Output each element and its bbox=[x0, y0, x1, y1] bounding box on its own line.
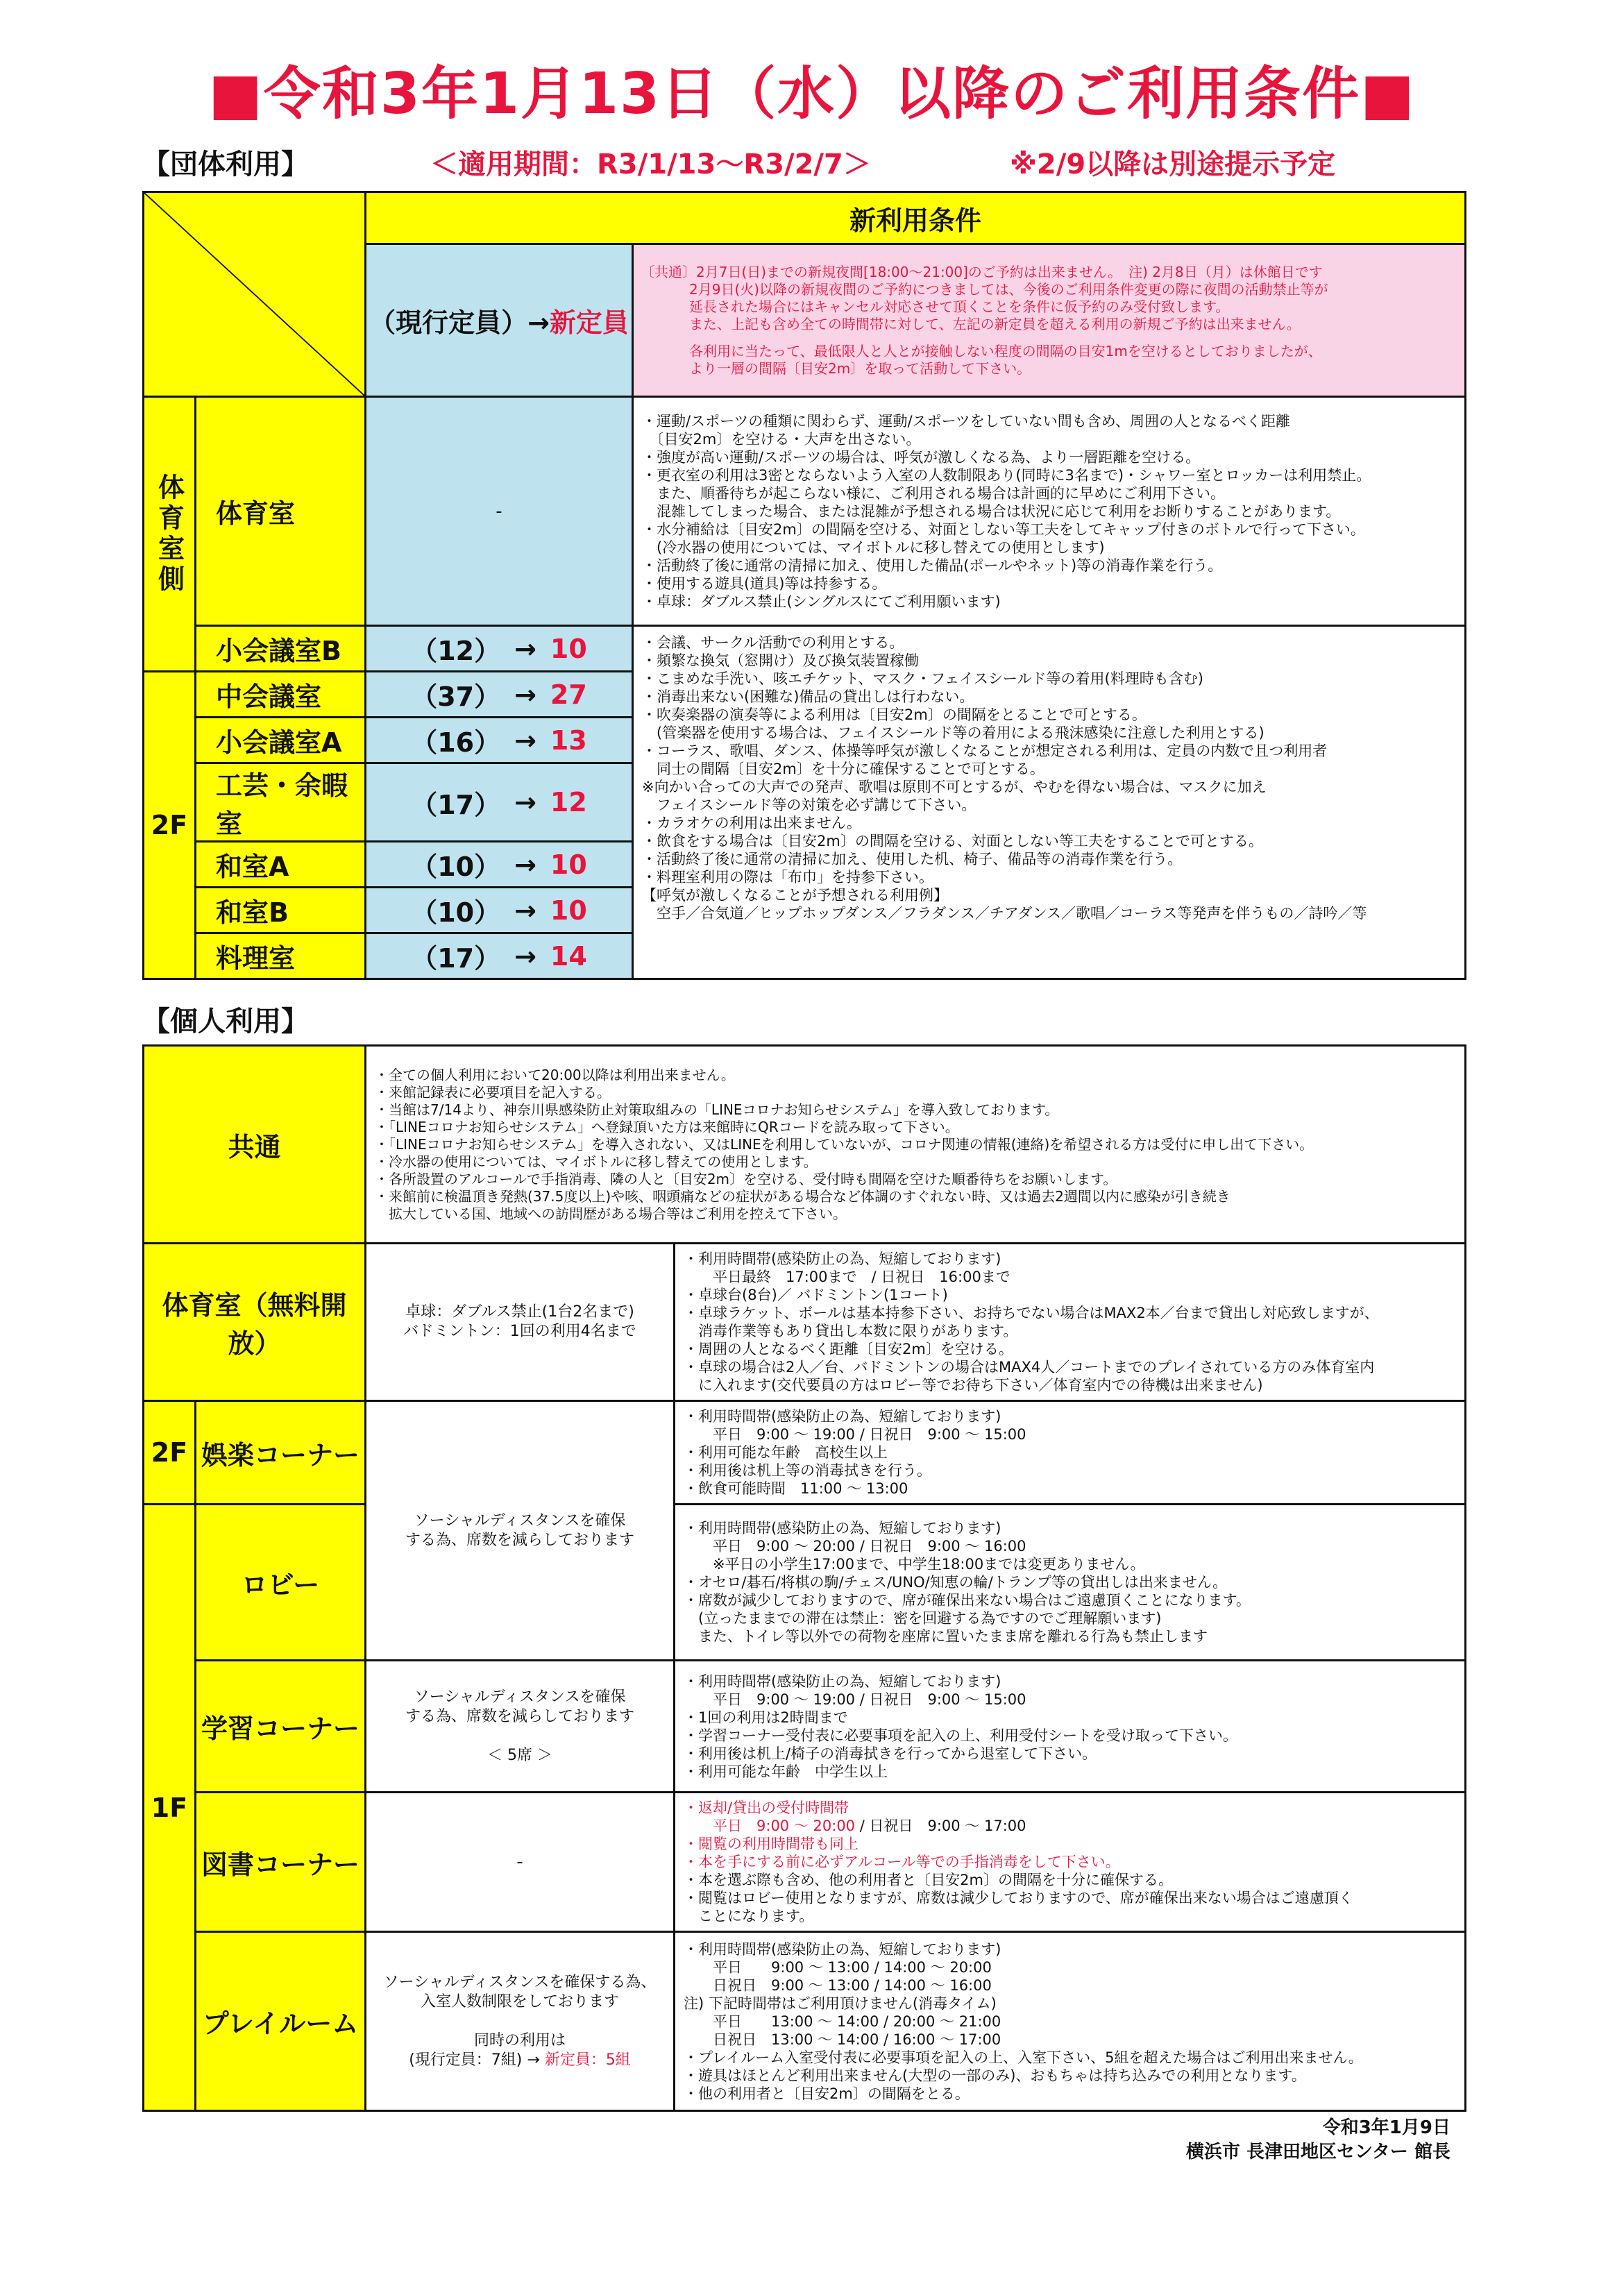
room-name: 小会議室B bbox=[196, 626, 366, 672]
room-name: 和室B bbox=[196, 888, 366, 933]
library-capacity: - bbox=[366, 1793, 675, 1932]
play-label: プレイルーム bbox=[196, 1932, 366, 2111]
floor-2f-label: 2F bbox=[144, 672, 196, 979]
individual-gym-capacity: 卓球：ダブルス禁止(1台2名まで) バドミントン：1回の利用4名まで bbox=[366, 1244, 675, 1401]
room-capacity: （17） → 14 bbox=[366, 933, 633, 979]
room-name: 小会議室A bbox=[196, 718, 366, 763]
group-period: ＜適用期間：R3/1/13〜R3/2/7＞ bbox=[430, 149, 871, 180]
room-capacity: （16） → 13 bbox=[366, 718, 633, 763]
goraku-label: 娯楽コーナー bbox=[196, 1401, 366, 1505]
study-capacity: ソーシャルディスタンスを確保 する為、席数を減らしております ＜ 5席 ＞ bbox=[366, 1661, 675, 1793]
play-capacity: ソーシャルディスタンスを確保する為、 入室人数制限をしております 同時の利用は (現行定員：7組) → 新定員：5組 bbox=[366, 1932, 675, 2111]
common-notice: 〔共通〕2月7日(日)までの新規夜間[18:00〜21:00]のご予約は出来ません。 注) 2月8日（月）は休館日です 2月9日(火)以降の新規夜間のご予約につきましては、今後のご利用条件変更の際に夜間の活動禁止等が 延長された場合にはキャンセル対応させて頂くことを条件に仮予約のみ受付致します。 また、上記も含め全ての時間帯に対して、左記の新定員を超える利用の新規ご予約は出来ません。 各利用に当たって、最低限人と人とが接触しない程度の間隔の目安1mを空けるとしておりましたが、 より一層の間隔〔目安2m〕を取って活動して下さい。 bbox=[633, 244, 1466, 397]
group-usage-table bbox=[142, 191, 1466, 980]
diagonal-line bbox=[144, 193, 364, 396]
floor-2f-label: 2F bbox=[144, 1401, 196, 1505]
footer-date: 令和3年1月9日 bbox=[1322, 2117, 1450, 2138]
room-capacity: （17） → 12 bbox=[366, 763, 633, 842]
common-rules: ・全ての個人利用において20:00以降は利用出来ません。 ・来館記録表に必要項目を記入する。 ・当館は7/14より、神奈川県感染防止対策取組みの「LINEコロナお知らせシステム」を導入致しております。 ・「LINEコロナお知らせシステム」へ登録頂いた方は来館時にQRコードを読み取って下さい。 ・「LINEコロナお知らせシステム」を導入されない、又はLINEを利用していないが、コロナ関連の情報(連絡)を希望される方は受付に申し出て下さい。 ・冷水器の使用については、マイボトルに移し替えての使用とします。 ・各所設置のアルコールで手指消毒、隣の人と〔目安2m〕を空ける、受付時も間隔を空けた順番待ちをお願いします。 ・来館前に検温頂き発熱(37.5度以上)や咳、咽頭痛などの症状がある場合など体調のすぐれない時、又は過去2週間以内に感染が引き続き 拡大している国、地域への訪問歴がある場合等はご利用を控えて下さい。 bbox=[366, 1046, 1466, 1244]
individual-gym-rules: ・利用時間帯(感染防止の為、短縮しております) 平日最終 17:00まで / 日祝日 16:00まで ・卓球台(8台)／ バドミントン(1コート) ・卓球ラケット、ボールは基本持参下さい、お持ちでない場合はMAX2本／台まで貸出し対応致しますが、 消毒作業等もあり貸出し本数に限りがあります。 ・周囲の人となるべく距離〔目安2m〕を空ける。 ・卓球の場合は2人／台、バドミントンの場合はMAX4人／コートまでのプレイされている方のみ体育室内 に入れます(交代要員の方はロビー等でお待ち下さい／体育室内での待機は出来ません) bbox=[675, 1244, 1466, 1401]
group-heading: 【団体利用】 bbox=[142, 149, 309, 180]
room-name: 工芸・余暇室 bbox=[196, 763, 366, 842]
room-capacity: （10） → 10 bbox=[366, 842, 633, 888]
common-label: 共通 bbox=[144, 1046, 366, 1244]
room-capacity: （12） → 10 bbox=[366, 626, 633, 672]
gym-label: 体育室 bbox=[196, 397, 366, 626]
room-rules: ・会議、サークル活動での利用とする。 ・頻繁な換気（窓開け）及び換気装置稼働 ・こまめな手洗い、咳エチケット、マスク・フェイスシールド等の着用(料理時も含む) ・消毒出来ない(困難な)備品の貸出しは行わない。 ・吹奏楽器の演奏等による利用は〔目安2m〕の間隔をとることで可とする。 (管楽器を使用する場合は、フェイスシールド等の着用による飛沫感染に注意した利用とする) ・コーラス、歌唱、ダンス、体操等呼気が激しくなることが想定される利用は、定員の内数で且つ利用者 同士の間隔〔目安2m〕を十分に確保することで可とする。 ※向かい合っての大声での発声、歌唱は原則不可とするが、やむを得ない場合は、マスクに加え フェイスシールド等の対策を必ず講じて下さい。 ・カラオケの利用は出来ません。 ・飲食をする場合は〔目安2m〕の間隔を空ける、対面としない等工夫をすることで可とする。 ・活動終了後に通常の清掃に加え、使用した机、椅子、備品等の消毒作業を行う。 ・料理室利用の際は「布巾」を持参下さい。 【呼気が激しくなることが予想される利用例】 空手／合気道／ヒップホップダンス／フラダンス／チアダンス／歌唱／コーラス等発声を伴うもの／詩吟／等 bbox=[633, 626, 1466, 979]
header-diagonal-cell bbox=[144, 192, 366, 397]
study-rules: ・利用時間帯(感染防止の為、短縮しております) 平日 9:00 〜 19:00 / 日祝日 9:00 〜 15:00 ・1回の利用は2時間まで ・学習コーナー受付表に必要事項を記入の上、利用受付シートを受け取って下さい。 ・利用後は机上/椅子の消毒拭きを行ってから退室して下さい。 ・利用可能な年齢 中学生以上 bbox=[675, 1661, 1466, 1793]
gym-rules: ・運動/スポーツの種類に関わらず、運動/スポーツをしていない間も含め、周囲の人となるべく距離 〔目安2m〕を空ける・大声を出さない。 ・強度が高い運動/スポーツの場合は、呼気が激しくなる為、より一層距離を空ける。 ・更衣室の利用は3密とならないよう入室の人数制限あり(同時に3名まで)・シャワー室とロッカーは利用禁止。 また、順番待ちが起こらない様に、ご利用される場合は計画的に早めにご利用下さい。 混雑してしまった場合、または混雑が予想される場合は状況に応じて利用をお断りすることがあります。 ・水分補給は〔目安2m〕の間隔を空ける、対面としない等工夫をしてキャップ付きのボトルで行って下さい。 (冷水器の使用については、マイボトルに移し替えての使用とします) ・活動終了後に通常の清掃に加え、使用した備品(ポールやネット)等の消毒作業を行う。 ・使用する遊具(道具)等は持参する。 ・卓球：ダブルス禁止(シングルスにてご利用願います) bbox=[633, 397, 1466, 626]
lobby-rules: ・利用時間帯(感染防止の為、短縮しております) 平日 9:00 〜 20:00 / 日祝日 9:00 〜 16:00 ※平日の小学生17:00まで、中学生18:00までは変更ありません。 ・オセロ/碁石/将棋の駒/チェス/UNO/知恵の輪/トランプ等の貸出しは出来ません。 ・席数が減少しておりますので、席が確保出来ない場合はご遠慮頂くことになります。 (立ったままでの滞在は禁止：密を回避する為ですのでご理解願います) また、トイレ等以外での荷物を座席に置いたまま席を離れる行為も禁止します bbox=[675, 1505, 1466, 1661]
individual-heading: 【個人利用】 bbox=[142, 1006, 309, 1038]
page-title: ■令和3年1月13日（水）以降のご利用条件■ bbox=[208, 61, 1416, 127]
capacity-header: （現行定員）→新定員 bbox=[366, 244, 633, 397]
room-name: 中会議室 bbox=[196, 672, 366, 718]
library-label: 図書コーナー bbox=[196, 1793, 366, 1932]
group-note: ※2/9以降は別途提示予定 bbox=[1010, 149, 1336, 180]
individual-gym-label: 体育室（無料開放） bbox=[144, 1244, 366, 1401]
room-name: 和室A bbox=[196, 842, 366, 888]
library-rules: ・返却/貸出の受付時間帯 平日 9:00 〜 20:00 / 日祝日 9:00 〜 17:00 ・閲覧の利用時間帯も同上 ・本を手にする前に必ずアルコール等での手指消毒をして下さい。 ・本を選ぶ際も含め、他の利用者と〔目安2m〕の間隔を十分に確保する。 ・閲覧はロビー使用となりますが、席数は減少しておりますので、席が確保出来ない場合はご遠慮頂く ことになります。 bbox=[675, 1793, 1466, 1932]
room-capacity: （10） → 10 bbox=[366, 888, 633, 933]
lobby-label: ロビー bbox=[196, 1505, 366, 1661]
shared-capacity: ソーシャルディスタンスを確保 する為、席数を減らしております bbox=[366, 1401, 675, 1661]
footer-signature: 横浜市 長津田地区センター 館長 bbox=[1185, 2142, 1450, 2162]
floor-1f-label: 1F bbox=[144, 1505, 196, 2111]
gym-capacity: - bbox=[366, 397, 633, 626]
gym-side-label: 体育室側 bbox=[144, 397, 196, 672]
individual-usage-table bbox=[142, 1044, 1466, 2112]
room-capacity: （37） → 27 bbox=[366, 672, 633, 718]
room-name: 料理室 bbox=[196, 933, 366, 979]
play-rules: ・利用時間帯(感染防止の為、短縮しております) 平日 9:00 〜 13:00 / 14:00 〜 20:00 日祝日 9:00 〜 13:00 / 14:00 〜 16:00 注) 下記時間帯はご利用頂けません(消毒タイム) 平日 13:00 〜 14:00 / 20:00 〜 21:00 日祝日 13:00 〜 14:00 / 16:00 〜 17:00 ・プレイルーム入室受付表に必要事項を記入の上、入室下さい、5組を超えた場合はご利用出来ません。 ・遊具はほとんど利用出来ません(大型の一部のみ)、おもちゃは持ち込みでの利用となります。 ・他の利用者と〔目安2m〕の間隔をとる。 bbox=[675, 1932, 1466, 2111]
goraku-rules: ・利用時間帯(感染防止の為、短縮しております) 平日 9:00 〜 19:00 / 日祝日 9:00 〜 15:00 ・利用可能な年齢 高校生以上 ・利用後は机上等の消毒拭きを行う。 ・飲食可能時間 11:00 〜 13:00 bbox=[675, 1401, 1466, 1505]
new-conditions-header: 新利用条件 bbox=[366, 192, 1466, 244]
study-label: 学習コーナー bbox=[196, 1661, 366, 1793]
